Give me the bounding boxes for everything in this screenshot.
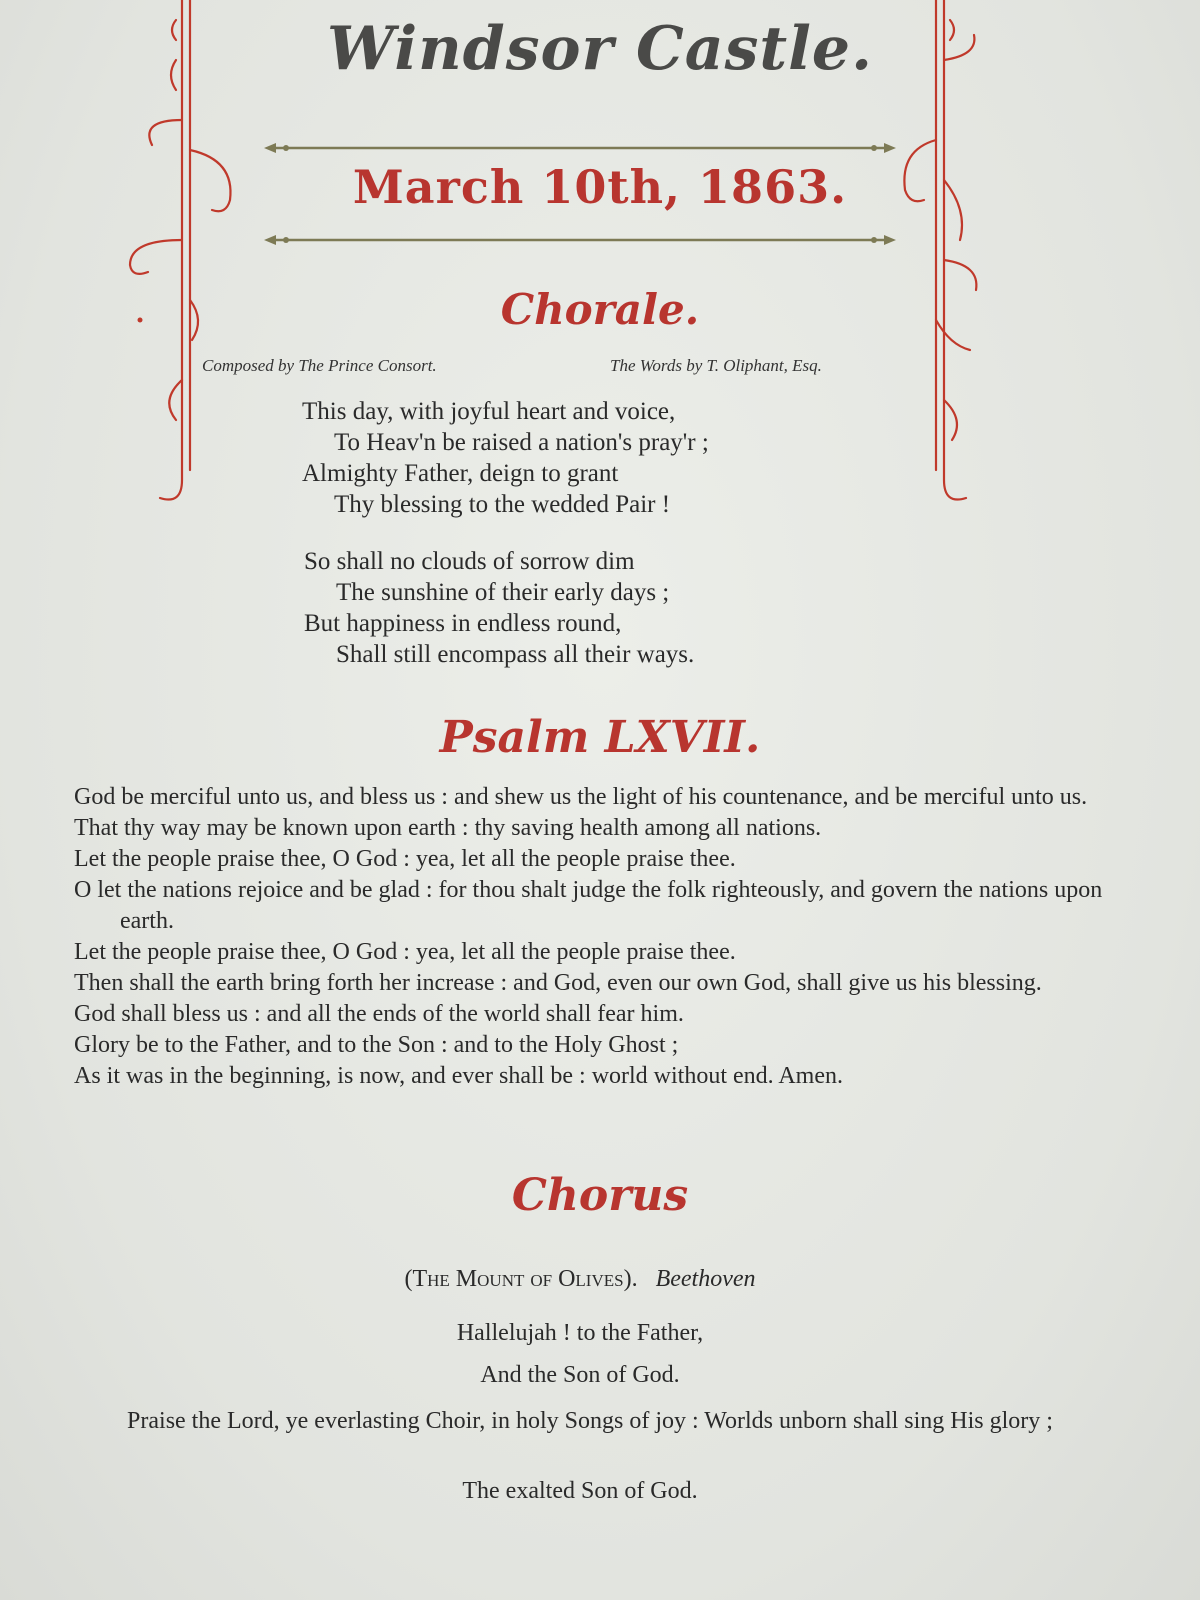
chorus-line: Praise the Lord, ye everlasting Choir, in holy Songs of joy : Worlds unborn shall sing His glory ; [127,1408,1053,1434]
words-credit: The Words by T. Oliphant, Esq. [610,356,822,375]
chorus-line: The exalted Son of God. [462,1478,698,1504]
chorus-line: And the Son of God. [480,1362,680,1388]
verse-line: So shall no clouds of sorrow dim [304,548,635,575]
verse-line: Thy blessing to the wedded Pair ! [334,491,671,518]
bottom-divider [262,230,898,250]
verse-line: This day, with joyful heart and voice, [302,398,676,425]
psalm-verse: That thy way may be known upon earth : thy saving health among all nations. [74,815,822,841]
psalm-verse: Then shall the earth bring forth her increase : and God, even our own God, shall give us his blessing. [74,970,1042,996]
chorale-stanza-1 [302,396,709,520]
chorale-stanza-2 [304,546,694,670]
chorale-heading: Chorale. [500,285,700,334]
psalm-verse: O let the nations rejoice and be glad : for thou shalt judge the folk righteously, and govern the nations upon earth. [74,877,1103,934]
chorus-work-line [40,1266,1120,1293]
psalm-text [74,782,1114,1092]
verse-line: But happiness in endless round, [304,610,622,637]
psalm-verse: Glory be to the Father, and to the Son : and to the Holy Ghost ; [74,1032,679,1058]
page-title: Windsor Castle. [327,14,873,84]
verse-line: Shall still encompass all their ways. [336,641,695,668]
event-date: March 10th, 1863. [352,160,848,214]
psalm-verse: God shall bless us : and all the ends of the world shall fear him. [74,1001,684,1027]
verse-line: To Heav'n be raised a nation's pray'r ; [334,429,709,456]
top-divider [262,138,898,158]
chorus-line: Hallelujah ! to the Father, [456,1320,704,1346]
psalm-verse: Let the people praise thee, O God : yea, let all the people praise thee. [74,939,736,965]
verse-line: The sunshine of their early days ; [336,579,670,606]
verse-line: Almighty Father, deign to grant [302,460,619,487]
chorus-composer: Beethoven [655,1266,756,1292]
chorus-heading: Chorus [511,1170,689,1221]
psalm-verse: As it was in the beginning, is now, and ever shall be : world without end. Amen. [74,1063,843,1089]
psalm-heading: Psalm LXVII. [439,712,761,763]
chorus-work-title: (The Mount of Olives). [404,1266,638,1292]
psalm-verse: Let the people praise thee, O God : yea, let all the people praise thee. [74,846,736,872]
composer-credit: Composed by The Prince Consort. [202,356,437,375]
psalm-verse: God be merciful unto us, and bless us : and shew us the light of his countenance, and be merciful unto us. [74,784,1088,810]
